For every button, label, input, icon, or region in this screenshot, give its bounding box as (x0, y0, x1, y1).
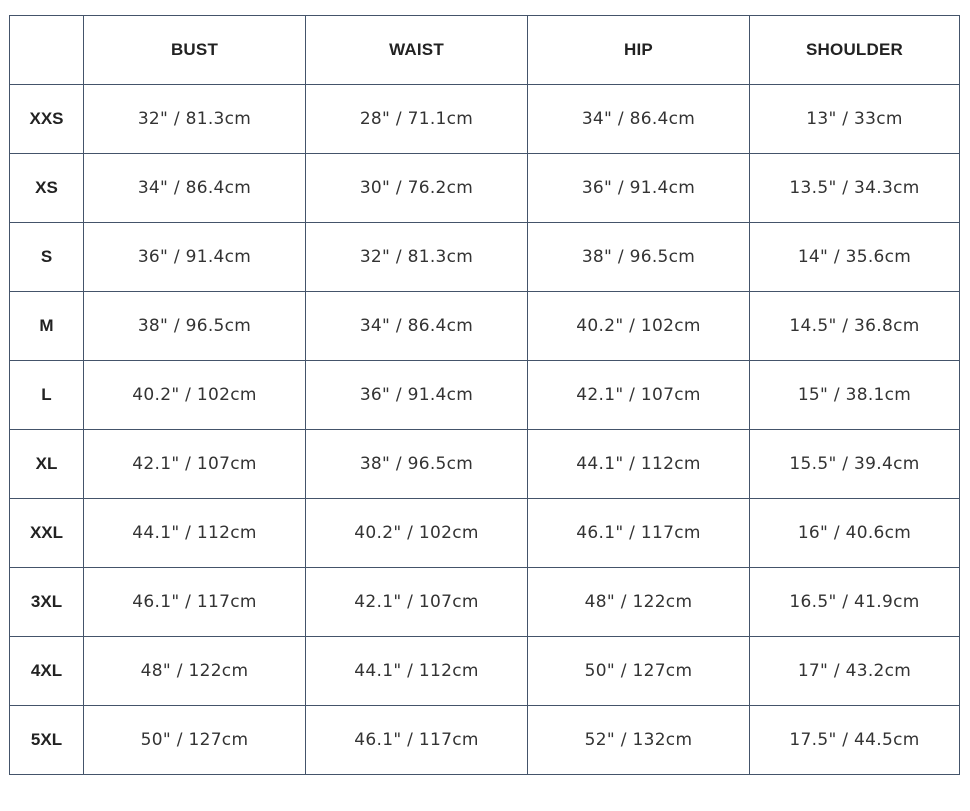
hip-cell: 42.1" / 107cm (528, 361, 750, 430)
waist-cell: 30" / 76.2cm (306, 154, 528, 223)
waist-cell: 32" / 81.3cm (306, 223, 528, 292)
bust-cell: 48" / 122cm (84, 637, 306, 706)
size-label: XXS (10, 85, 84, 154)
waist-cell: 42.1" / 107cm (306, 568, 528, 637)
bust-cell: 50" / 127cm (84, 706, 306, 775)
table-row (10, 706, 960, 775)
bust-cell: 34" / 86.4cm (84, 154, 306, 223)
shoulder-cell: 16" / 40.6cm (750, 499, 960, 568)
table-row (10, 430, 960, 499)
table-row (10, 499, 960, 568)
hip-cell: 52" / 132cm (528, 706, 750, 775)
hip-cell: 34" / 86.4cm (528, 85, 750, 154)
bust-cell: 36" / 91.4cm (84, 223, 306, 292)
size-label: S (10, 223, 84, 292)
bust-cell: 40.2" / 102cm (84, 361, 306, 430)
table-row (10, 361, 960, 430)
size-label: XXL (10, 499, 84, 568)
table-row (10, 292, 960, 361)
shoulder-cell: 14" / 35.6cm (750, 223, 960, 292)
waist-cell: 46.1" / 117cm (306, 706, 528, 775)
size-label: XS (10, 154, 84, 223)
bust-cell: 44.1" / 112cm (84, 499, 306, 568)
bust-cell: 38" / 96.5cm (84, 292, 306, 361)
table-row (10, 223, 960, 292)
hip-cell: 46.1" / 117cm (528, 499, 750, 568)
bust-cell: 46.1" / 117cm (84, 568, 306, 637)
waist-cell: 36" / 91.4cm (306, 361, 528, 430)
hip-cell: 40.2" / 102cm (528, 292, 750, 361)
size-label: 5XL (10, 706, 84, 775)
waist-cell: 44.1" / 112cm (306, 637, 528, 706)
header-shoulder: SHOULDER (750, 16, 960, 85)
table-row (10, 154, 960, 223)
size-label: 3XL (10, 568, 84, 637)
shoulder-cell: 17" / 43.2cm (750, 637, 960, 706)
hip-cell: 48" / 122cm (528, 568, 750, 637)
size-chart-table (9, 15, 960, 775)
table-row (10, 637, 960, 706)
bust-cell: 42.1" / 107cm (84, 430, 306, 499)
shoulder-cell: 13" / 33cm (750, 85, 960, 154)
shoulder-cell: 17.5" / 44.5cm (750, 706, 960, 775)
size-label: XL (10, 430, 84, 499)
size-label: 4XL (10, 637, 84, 706)
waist-cell: 40.2" / 102cm (306, 499, 528, 568)
waist-cell: 38" / 96.5cm (306, 430, 528, 499)
table-row (10, 568, 960, 637)
header-row (10, 16, 960, 85)
waist-cell: 34" / 86.4cm (306, 292, 528, 361)
size-label: L (10, 361, 84, 430)
hip-cell: 50" / 127cm (528, 637, 750, 706)
header-hip: HIP (528, 16, 750, 85)
shoulder-cell: 14.5" / 36.8cm (750, 292, 960, 361)
shoulder-cell: 15.5" / 39.4cm (750, 430, 960, 499)
hip-cell: 44.1" / 112cm (528, 430, 750, 499)
header-waist: WAIST (306, 16, 528, 85)
shoulder-cell: 16.5" / 41.9cm (750, 568, 960, 637)
waist-cell: 28" / 71.1cm (306, 85, 528, 154)
corner-cell (10, 16, 84, 85)
bust-cell: 32" / 81.3cm (84, 85, 306, 154)
shoulder-cell: 15" / 38.1cm (750, 361, 960, 430)
shoulder-cell: 13.5" / 34.3cm (750, 154, 960, 223)
size-label: M (10, 292, 84, 361)
hip-cell: 38" / 96.5cm (528, 223, 750, 292)
header-bust: BUST (84, 16, 306, 85)
table-row (10, 85, 960, 154)
hip-cell: 36" / 91.4cm (528, 154, 750, 223)
